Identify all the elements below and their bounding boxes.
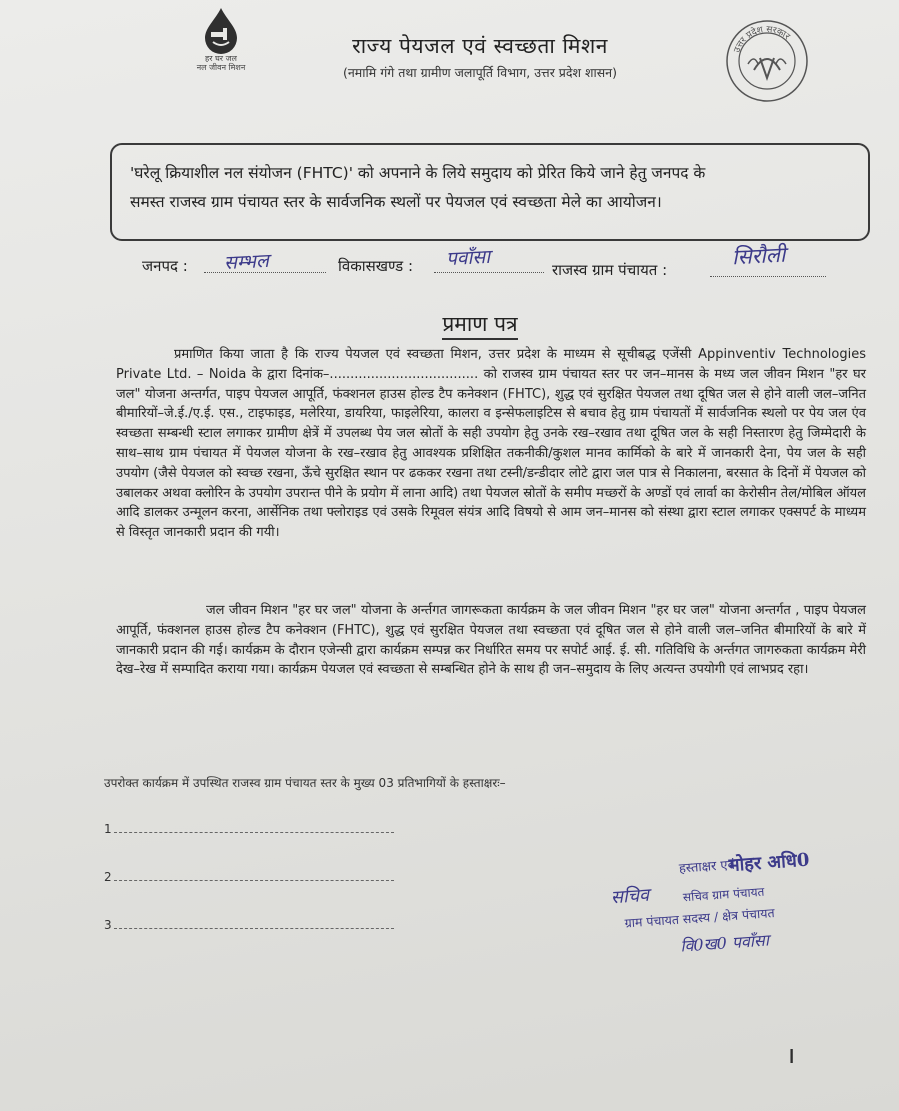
svg-text:उत्तर प्रदेश सरकार: उत्तर प्रदेश सरकार xyxy=(732,24,792,55)
signature-intro: उपरोक्त कार्यक्रम में उपस्थित राजस्व ग्राम पंचायत स्तर के मुख्य 03 प्रतिभागियों के हस्ताक्षरः– xyxy=(104,776,506,790)
event-line-2: समस्त राजस्व ग्राम पंचायत स्तर के सार्वजनिक स्थलों पर पेयजल एवं स्वच्छता मेले का आयोजन। xyxy=(130,193,662,211)
certificate-title-text: प्रमाण पत्र xyxy=(442,312,517,340)
block-value: पवाँसा xyxy=(445,245,491,271)
pen-mark: ı xyxy=(788,1040,796,1070)
logo-caption-2: नल जीवन मिशन xyxy=(196,63,246,72)
stamp-line-4: ग्राम पंचायत सदस्य / क्षेत्र पंचायत xyxy=(624,905,776,931)
water-drop-icon xyxy=(201,6,241,54)
har-ghar-jal-logo xyxy=(186,6,256,72)
official-stamp xyxy=(608,847,855,973)
logo-caption-1: हर घर जल xyxy=(205,54,237,63)
block-label: विकासखण्ड : xyxy=(338,257,414,275)
up-government-seal xyxy=(724,18,810,104)
stamp-line-5: वि0ख0 पवाँसा xyxy=(679,930,770,956)
paragraph-1: प्रमाणित किया जाता है कि राज्य पेयजल एवं स्वच्छता मिशन, उत्तर प्रदेश के माध्यम से सूचीबद्ध एजेंसी Appinventiv Technologies Private Ltd. – Noida के द्वारा दिनांक–.................................... को राजस्व ग्राम पंचायत स्तर पर जन–मानस के मध्य जल जीवन मिशन "हर घर जल" योजना अन्तर्गत, पाइप पेयजल आपूर्ति, फंक्शनल हाउस होल्ड टैप कनेक्शन (FHTC), शुद्ध एवं सुरक्षित पेयजल तथा दूषित जल से होने वाली जल–जनित बीमारियों–जे.ई./ए.ई. एस., टाइफाइड, मलेरिया, डायरिया, फाइलेरिया, कालरा व इन्सेफलाइटिस से बचाव हेतु ग्राम पंचायतों में सार्वजनिक स्थलो पर पेय जल एंव स्वच्छता सम्बन्धी स्टाल लगाकर ग्रामीण क्षेत्रें में उपलब्ध पेय जल स्रोतों के सही उपयोग हेतु उनके रख–रखाव तथा दूषित जल के सही निस्तारण हेतु जिम्मेदारी के साथ–साथ ग्राम पंचायत में पेयजल योजना के रख–रखाव हेतु आवश्यक प्रशिक्षित तकनीकी/कुशल मानव कार्मिको के बारे में जानकारी देना, पेय जल के सही उपयोग (जैसे पेयजल को स्वच्छ रखना, ऊँचे सुरक्षित स्थान पर ढककर रखना तथा टस्नी/डन्डीदार लोटे द्वारा जल पात्र से निकालना, बरसात के दिनों में पेयजल को उबालकर अथवा क्लोरिन के उपयोग उपरान्त पीने के प्रयोग में लाना आदि) तथा पेयजल स्रोतों के समीप मच्छरों के अण्डों एवं लार्वा का केरोसीन तेल/मोबिल ऑयल आदि डालकर उन्मूलन करना, आर्सेनिक तथा फ्लोराइड एवं उसके रिमूवल संयंत्र आदि विषयो से आम जन–मानस को संस्था द्वारा स्टाल लगाकर एक्सपर्ट के माध्यम से विस्तृत जानकारी प्रदान की गयी। xyxy=(116,347,866,541)
stamp-line-1b: मोहर अधि0 xyxy=(728,849,811,877)
event-title-box xyxy=(110,143,870,241)
mission-subtitle: (नमामि गंगे तथा ग्रामीण जलापूर्ति विभाग, उत्तर प्रदेश शासन) xyxy=(342,65,617,80)
certificate-title xyxy=(380,310,580,338)
village-value: सिरौली xyxy=(731,242,786,270)
signature-number-3: 3 xyxy=(104,918,112,932)
stamp-line-1: हस्ताक्षर एवं xyxy=(678,857,736,877)
district-value: सम्भल xyxy=(223,249,270,275)
mission-title: राज्य पेयजल एवं स्वच्छता मिशन xyxy=(352,34,608,58)
stamp-signature: सचिव xyxy=(610,884,650,909)
district-label: जनपद : xyxy=(142,257,188,275)
event-line-1: 'घरेलू क्रियाशील नल संयोजन (FHTC)' को अपनाने के लिये समुदाय को प्रेरित किये जाने हेतु जनपद के xyxy=(130,164,706,182)
stamp-line-3: सचिव ग्राम पंचायत xyxy=(682,884,765,905)
location-fields xyxy=(142,242,842,288)
signature-number-1: 1 xyxy=(104,822,112,836)
signature-line-3 xyxy=(104,918,404,932)
village-label: राजस्व ग्राम पंचायत : xyxy=(552,261,668,279)
paragraph-2: जल जीवन मिशन "हर घर जल" योजना के अर्न्तगत जागरूकता कार्यक्रम के जल जीवन मिशन "हर घर जल" योजना अन्तर्गत , पाइप पेयजल आपूर्ति, फंक्शनल हाउस होल्ड टैप कनेक्शन (FHTC), शुद्ध एवं सुरक्षित पेयजल तथा स्वच्छता एवं दूषित जल से होने वाली जल–जनित बीमारियों के बारे में जानकारी प्रदान की गई। कार्यक्रम के दौरान एजेन्सी द्वारा कार्यक्रम सम्पन्न कर निर्धारित समय पर सपोर्ट आई. ई. सी. गतिविधि के अर्न्तगत जागरुकता कार्यक्रम मेरी देख–रेख में सम्पादित कराया गया। कार्यक्रम पेयजल एवं स्वच्छता से सम्बन्धित होने के साथ ही जन–समुदाय के लिए अत्यन्त उपयोगी एवं लाभप्रद रहा। xyxy=(116,603,866,678)
signature-number-2: 2 xyxy=(104,870,112,884)
signature-line-1 xyxy=(104,822,404,836)
signature-line-2 xyxy=(104,870,404,884)
